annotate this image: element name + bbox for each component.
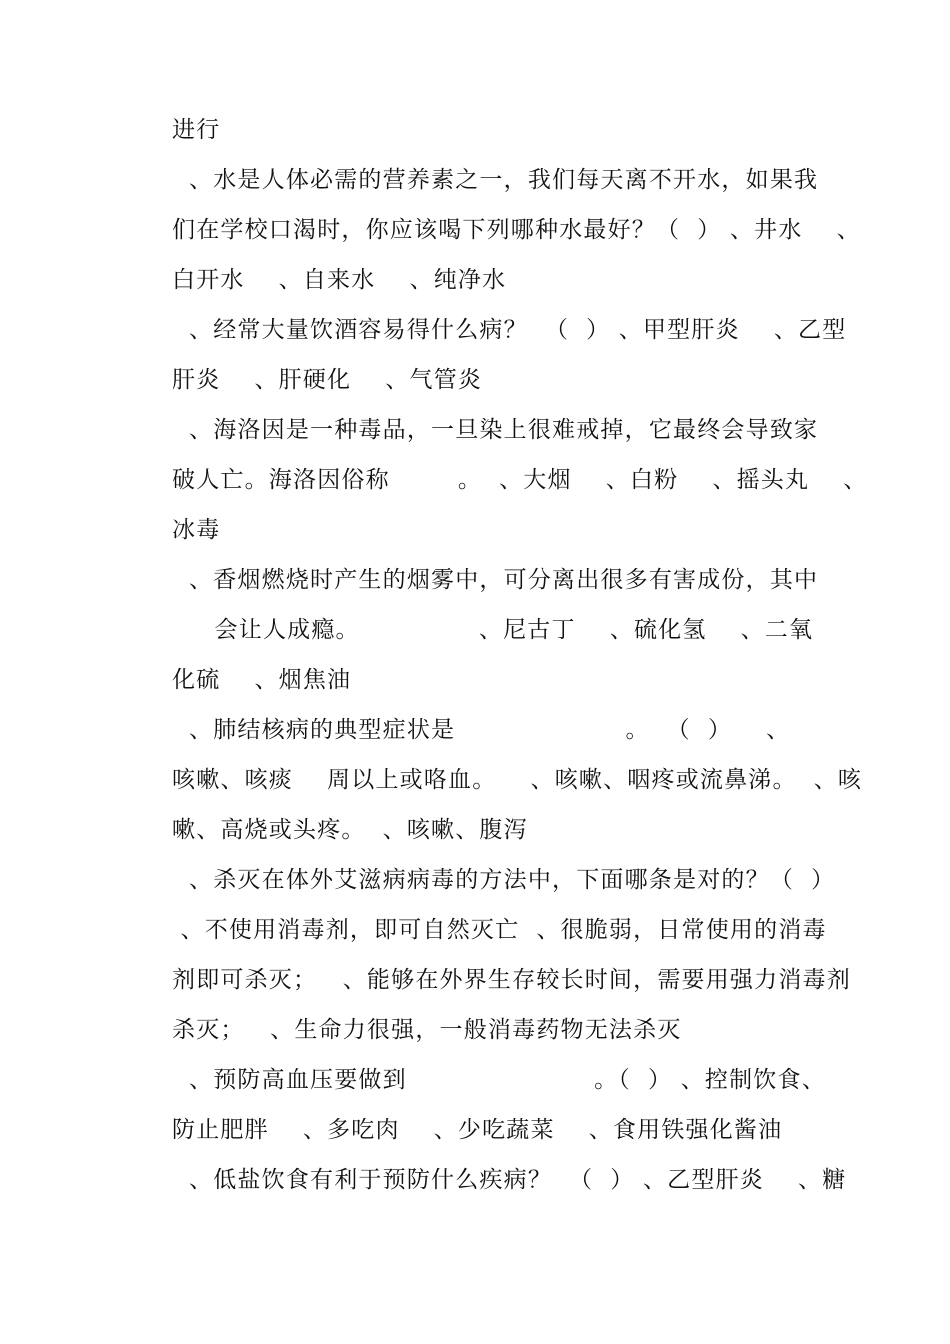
text-line: 、经常大量饮酒容易得什么病？ （ ） 、甲型肝炎 、乙型 — [172, 317, 847, 343]
text-line: 化硫 、烟焦油 — [172, 667, 352, 693]
text-line: 们在学校口渴时，你应该喝下列哪种水最好？（ ） 、井水 、 — [172, 217, 861, 243]
text-line: 破人亡。海洛因俗称 。 、大烟 、白粉 、摇头丸 、 — [172, 467, 868, 493]
text-line: 、肺结核病的典型症状是 。 （ ） 、 — [172, 717, 791, 743]
text-line: 、海洛因是一种毒品，一旦染上很难戒掉，它最终会导致家 — [172, 417, 819, 443]
text-line: 嗽、高烧或头疼。 、咳嗽、腹泻 — [172, 817, 528, 843]
text-line: 白开水 、自来水 、纯净水 — [172, 267, 507, 293]
text-line: 肝炎 、肝硬化 、气管炎 — [172, 367, 483, 393]
text-line: 防止肥胖 、多吃肉 、少吃蔬菜 、食用铁强化酱油 — [172, 1117, 783, 1143]
text-line: 、香烟燃烧时产生的烟雾中，可分离出很多有害成份，其中 — [172, 567, 819, 593]
text-line: 会让人成瘾。 、尼古丁 、硫化氢 、二氧 — [172, 617, 814, 643]
text-line: 冰毒 — [172, 517, 221, 543]
text-line: 咳嗽、咳痰 周以上或咯血。 、咳嗽、咽疼或流鼻涕。 、咳 — [172, 767, 863, 793]
text-line: 剂即可杀灭； 、能够在外界生存较长时间，需要用强力消毒剂 — [172, 967, 851, 993]
text-line: 杀灭； 、生命力很强，一般消毒药物无法杀灭 — [172, 1017, 682, 1043]
text-line: 、不使用消毒剂，即可自然灭亡 、很脆弱，日常使用的消毒 — [172, 917, 827, 943]
text-line: 、水是人体必需的营养素之一，我们每天离不开水，如果我 — [172, 167, 819, 193]
text-line: 、杀灭在体外艾滋病病毒的方法中，下面哪条是对的？（ ） — [172, 867, 836, 893]
text-line: 进行 — [172, 117, 221, 143]
text-line: 、预防高血压要做到 。（ ） 、控制饮食、 — [172, 1067, 826, 1093]
text-line: 、低盐饮食有利于预防什么疾病？ （ ） 、乙型肝炎 、糖 — [172, 1167, 847, 1193]
